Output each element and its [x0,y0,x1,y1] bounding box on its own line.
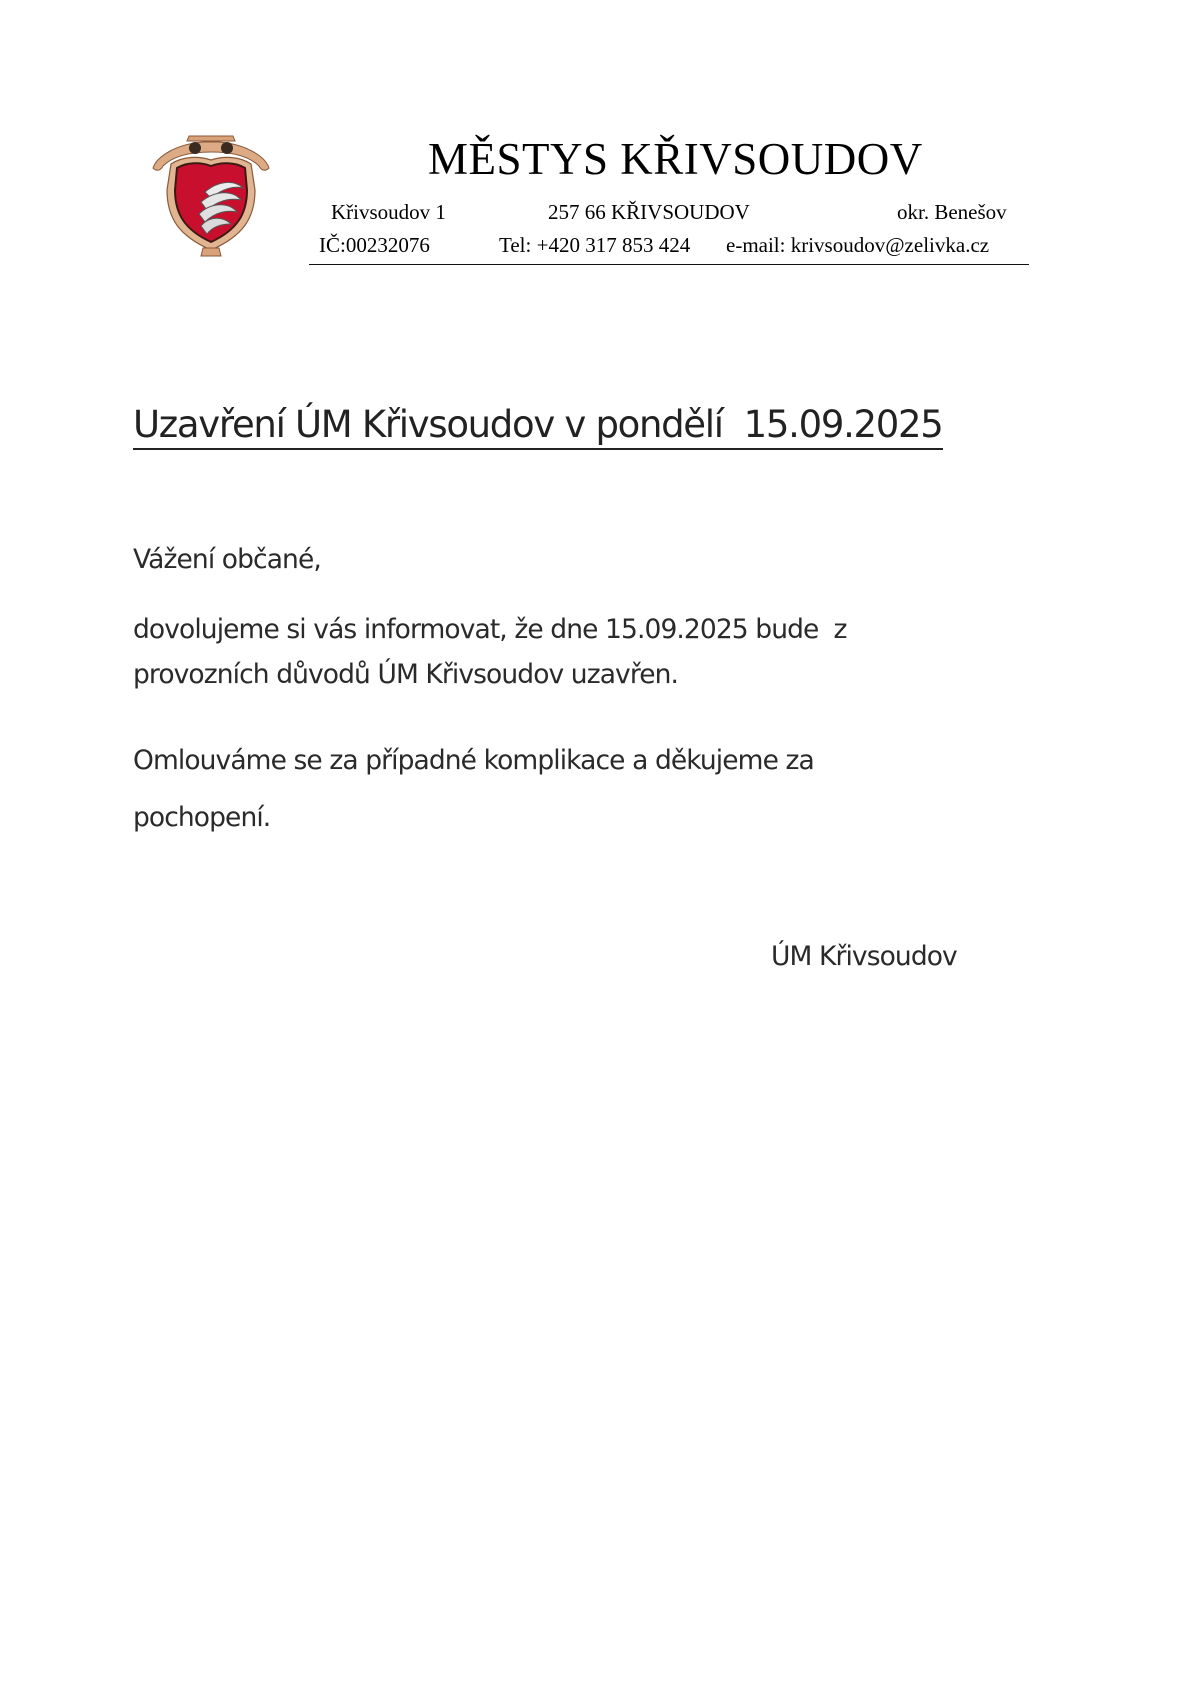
email-address: e-mail: krivsoudov@zelivka.cz [726,233,990,257]
phone-number: Tel: +420 317 853 424 [499,233,691,257]
municipality-title: MĚSTYS KŘIVSOUDOV [428,134,923,184]
signature: ÚM Křivsoudov [771,941,957,972]
notice-heading: Uzavření ÚM Křivsoudov v pondělí 15.09.2025 [133,402,943,450]
paragraph-2-line-2: pochopení. [133,802,271,833]
address-district: okr. Benešov [897,200,1007,224]
salutation: Vážení občané, [133,544,321,575]
paragraph-1-line-1: dovolujeme si vás informovat, že dne 15.09.2025 bude z [133,614,847,645]
paragraph-1-line-2: provozních důvodů ÚM Křivsoudov uzavřen. [133,659,679,690]
coat-of-arms-icon [143,130,279,260]
company-id: IČ:00232076 [319,233,430,257]
header-divider [309,264,1029,265]
address-street: Křivsoudov 1 [331,200,446,224]
paragraph-2-line-1: Omlouváme se za případné komplikace a děkujeme za [133,745,814,776]
address-postal: 257 66 KŘIVSOUDOV [548,200,750,224]
